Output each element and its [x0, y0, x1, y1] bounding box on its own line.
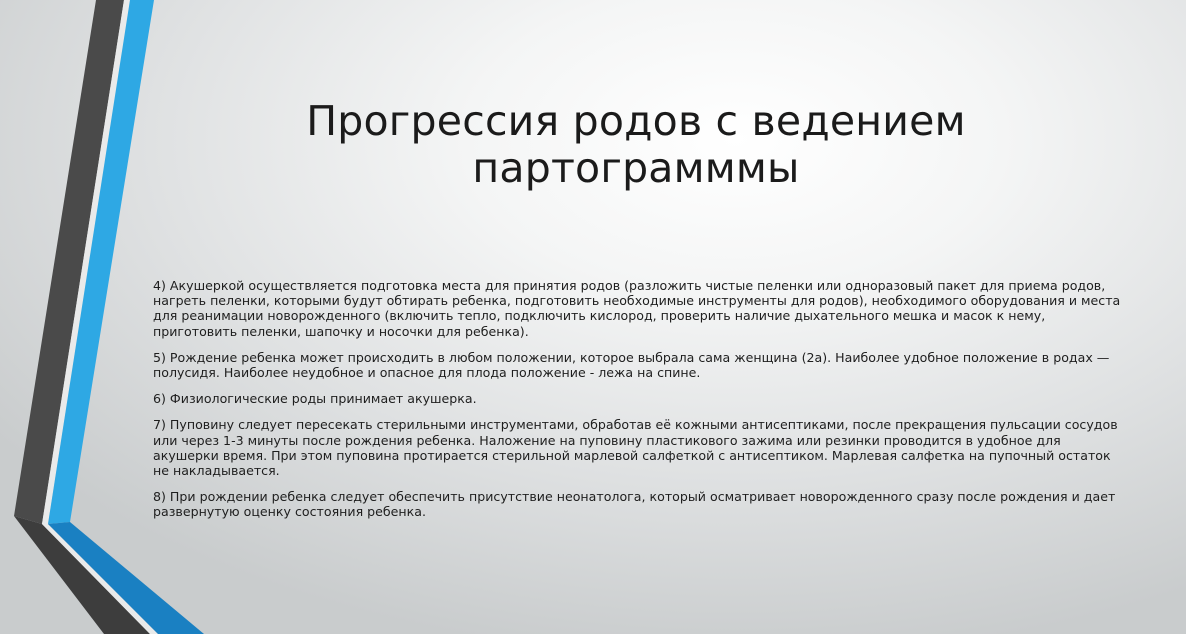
slide-body [153, 278, 1125, 531]
paragraph-8: 8) При рождении ребенка следует обеспечить присутствие неонатолога, который осматривает новорожденного сразу после рождения и дает развернутую оценку состояния ребенка. [153, 489, 1116, 520]
paragraph-4: 4) Акушеркой осуществляется подготовка места для принятия родов (разложить чистые пеленки или одноразовый пакет для приема родов, нагреть пеленки, которыми будут обтирать ребенка, подготовить необходимые инструменты для родов), необходимого оборудования и места для реанимации новорожденного (включить тепло, подключить кислород, проверить наличие дыхательного мешка и масок к нему, приготовить пеленки, шапочку и носочки для ребенка). [153, 278, 1121, 339]
paragraph-7: 7) Пуповину следует пересекать стерильными инструментами, обработав её кожными антисептиками, после прекращения пульсации сосудов или через 1-3 минуты после рождения ребенка. Наложение на пуповину пластикового зажима или резинки проводится в удобное для акушерки время. При этом пуповина протирается стерильной марлевой салфеткой с антисептиком. Марлевая салфетка на пупочный остаток не накладывается. [153, 417, 1118, 479]
paragraph-5: 5) Рождение ребенка может происходить в любом положении, которое выбрала сама женщина (2а). Наиболее удобное положение в родах — полусидя. Наиболее неудобное и опасное для плода положение - лежа на спине. [153, 349, 1110, 381]
slide-title: Прогрессия родов с ведением партограмммы [306, 97, 966, 192]
paragraph-6: 6) Физиологические роды принимает акушерка. [153, 391, 477, 407]
